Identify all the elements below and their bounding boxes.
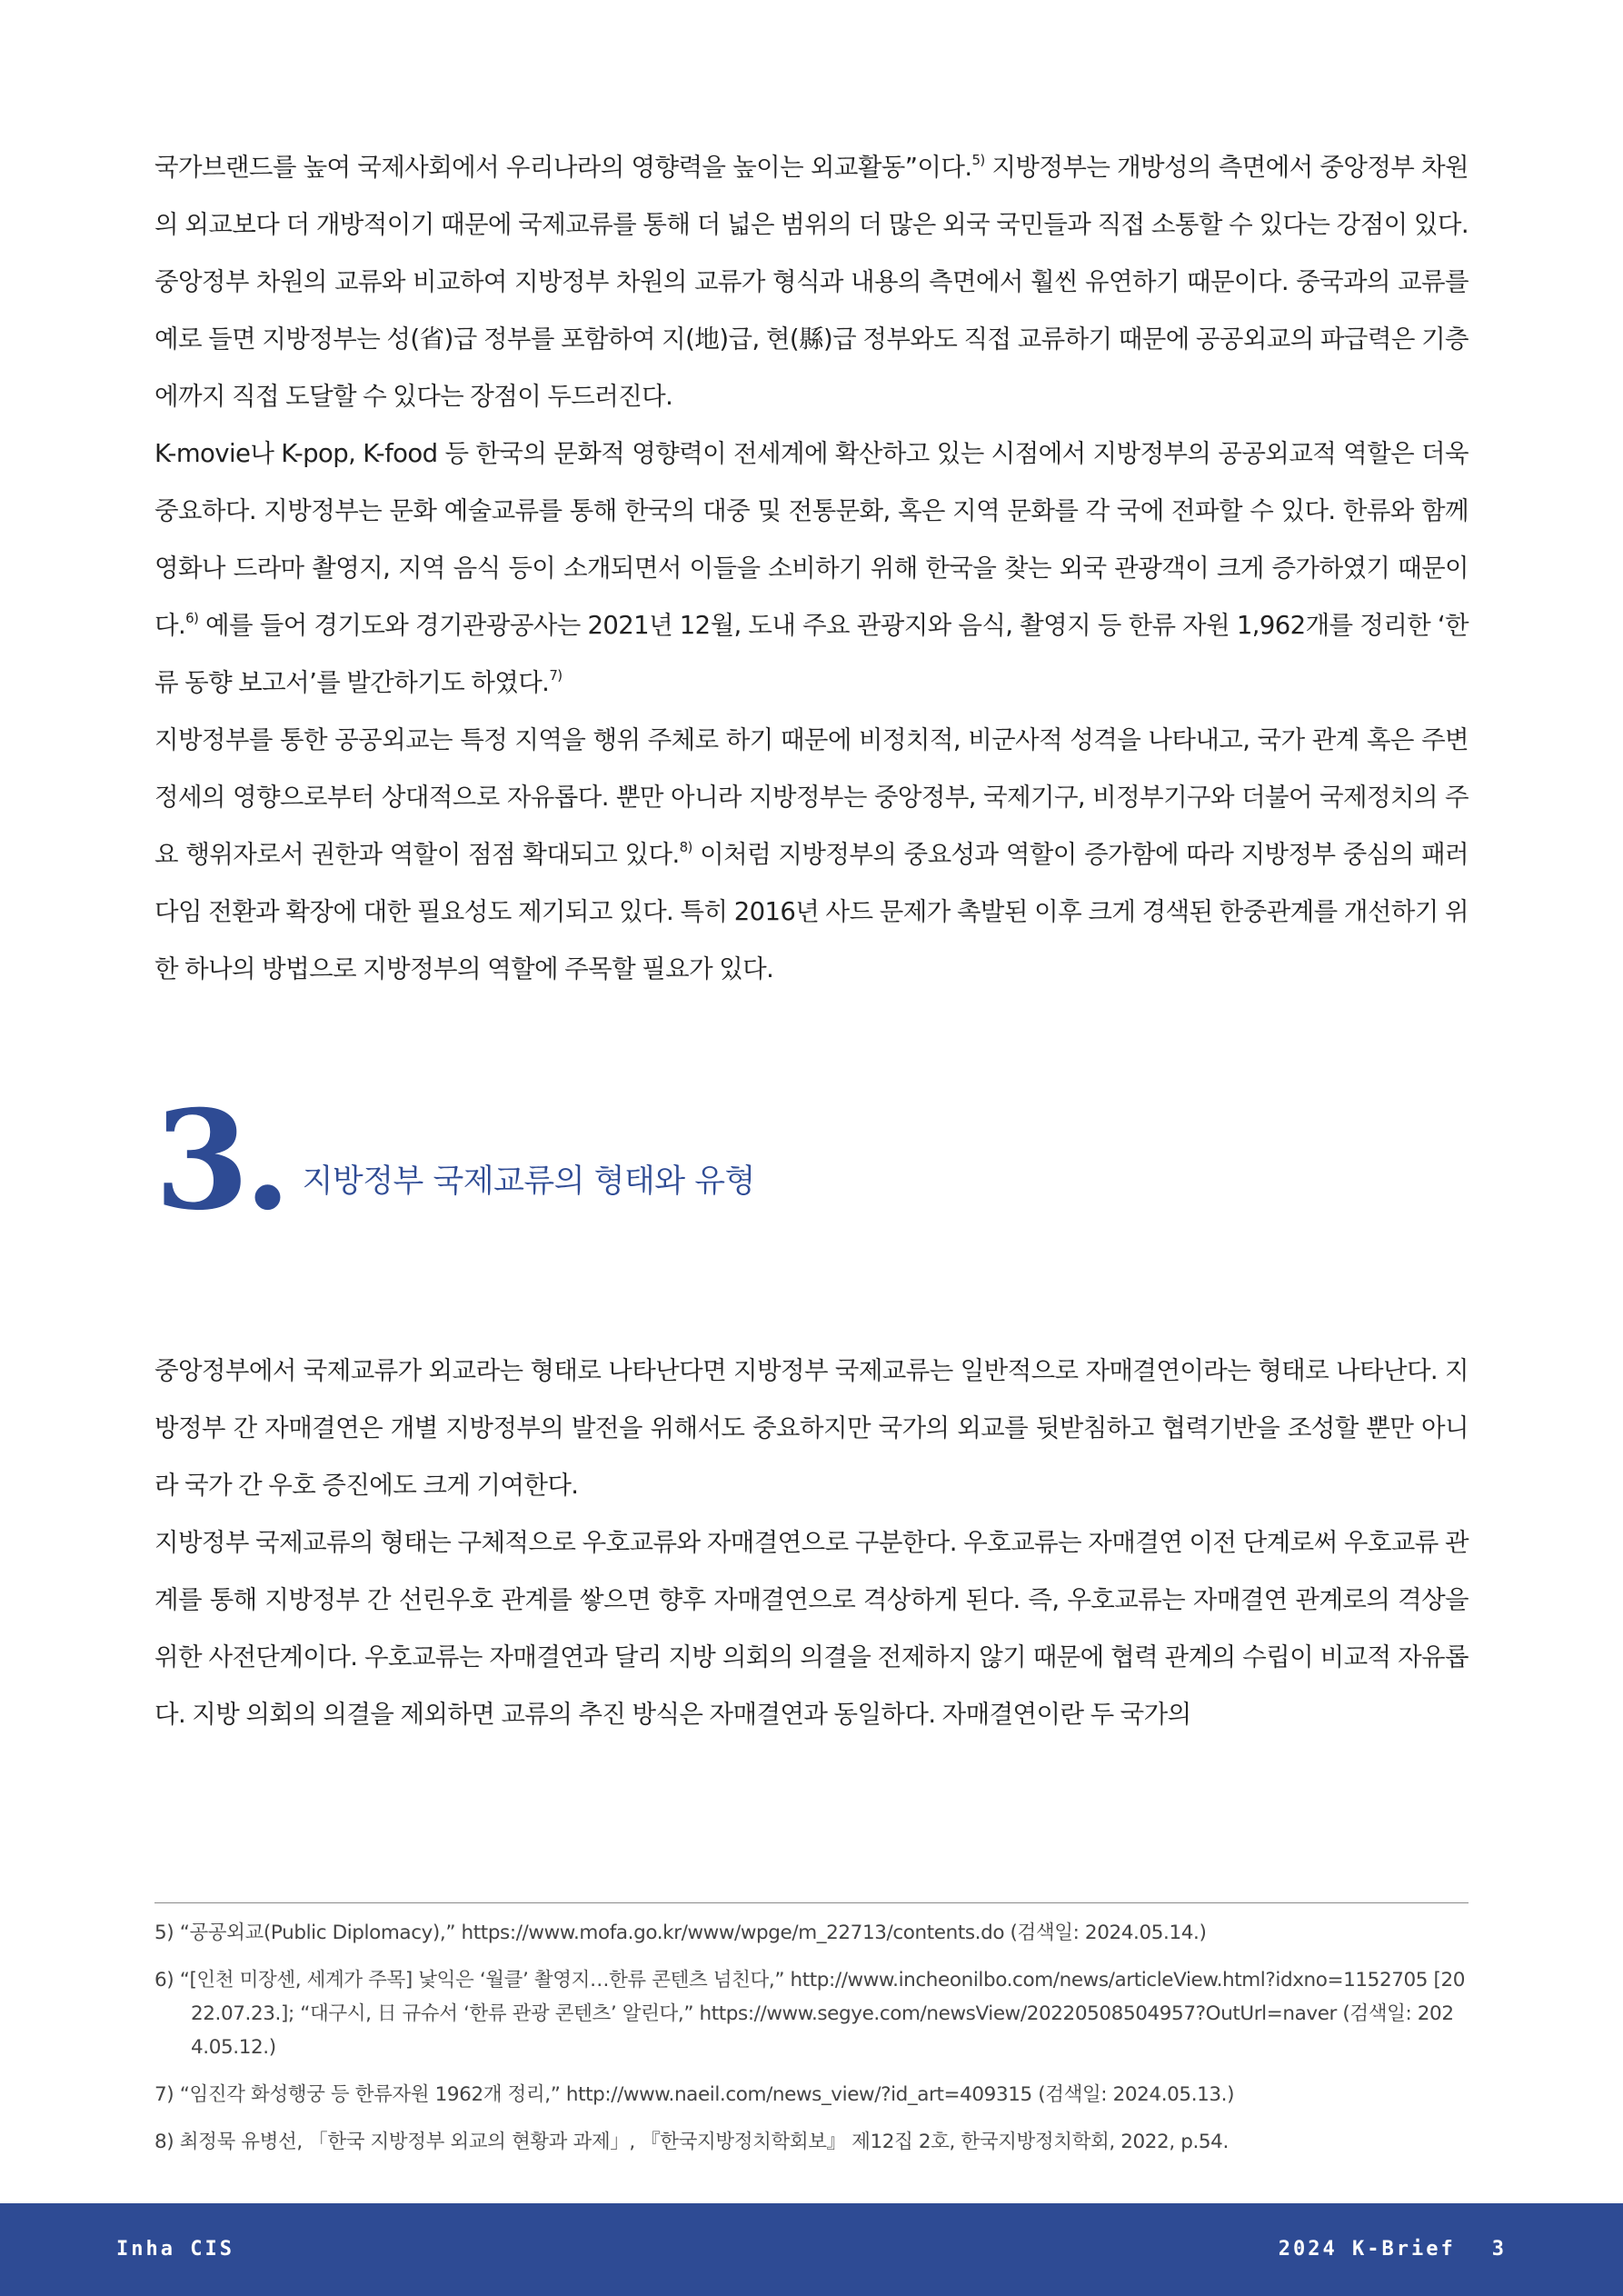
footnote-7: 7) “임진각 화성행궁 등 한류자원 1962개 정리,” http://www.naeil.com/news_view/?id_art=409315 (검색일: 2024.05.13.) bbox=[154, 2083, 1235, 2106]
paragraph-4: 중앙정부에서 국제교류가 외교라는 형태로 나타난다면 지방정부 국제교류는 일반적으로 자매결연이라는 형태로 나타난다. 지방정부 간 자매결연은 개별 지방정부의 발전을 위해서도 중요하지만 국가의 외교를 뒷받침하고 협력기반을 조성할 뿐만 아니라 국가 간 우호 증진에도 크게 기여한다. bbox=[154, 1356, 1469, 1500]
body-section-1 bbox=[154, 139, 1469, 998]
footnote-8: 8) 최정묵 유병선, 「한국 지방정부 외교의 현황과 과제」, 『한국지방정치학회보』 제12집 2호, 한국지방정치학회, 2022, p.54. bbox=[154, 2131, 1229, 2153]
footer-publisher: Inha CIS bbox=[116, 2238, 234, 2261]
paragraph-3: 지방정부를 통한 공공외교는 특정 지역을 행위 주체로 하기 때문에 비정치적, 비군사적 성격을 나타내고, 국가 관계 혹은 주변 정세의 영향으로부터 상대적으로 자유롭다. 뿐만 아니라 지방정부는 중앙정부, 국제기구, 비정부기구와 더불어 국제정치의 주요 행위자로서 권한과 역할이 점점 확대되고 있다.$^{8)}$ 이처럼 지방정부의 중요성과 역할이 증가함에 따라 지방정부 중심의 패러다임 전환과 확장에 대한 필요성도 제기되고 있다. 특히 2016년 사드 문제가 촉발된 이후 크게 경색된 한중관계를 개선하기 위한 하나의 방법으로 지방정부의 역할에 주목할 필요가 있다. bbox=[154, 725, 1469, 983]
footnote-ref-6[interactable]: 6) bbox=[185, 609, 199, 626]
footnote-ref-5[interactable]: 5) bbox=[971, 151, 985, 168]
paragraph-1: 국가브랜드를 높여 국제사회에서 우리나라의 영향력을 높이는 외교활동”이다.$^{5)}$ 지방정부는 개방성의 측면에서 중앙정부 차원의 외교보다 더 개방적이기 때문에 국제교류를 통해 더 넓은 범위의 더 많은 외국 국민들과 직접 소통할 수 있다는 강점이 있다. 중앙정부 차원의 교류와 비교하여 지방정부 차원의 교류가 형식과 내용의 측면에서 훨씬 유연하기 때문이다. 중국과의 교류를 예로 들면 지방정부는 성(省)급 정부를 포함하여 지(地)급, 현(縣)급 정부와도 직접 교류하기 때문에 공공외교의 파급력은 기층에까지 직접 도달할 수 있다는 장점이 두드러진다. bbox=[154, 151, 1469, 411]
section-number: 3. bbox=[154, 1081, 286, 1241]
body-section-3 bbox=[154, 1343, 1469, 1743]
paragraph-2: K-movie나 K-pop, K-food 등 한국의 문화적 영향력이 전세계에 확산하고 있는 시점에서 지방정부의 공공외교적 역할은 더욱 중요하다. 지방정부는 문화 예술교류를 통해 한국의 대중 및 전통문화, 혹은 지역 문화를 각 국에 전파할 수 있다. 한류와 함께 영화나 드라마 촬영지, 지역 음식 등이 소개되면서 이들을 소비하기 위해 한국을 찾는 외국 관광객이 크게 증가하였기 때문이다.$^{6)}$ 예를 들어 경기도와 경기관광공사는 2021년 12월, 도내 주요 관광지와 음식, 촬영지 등 한류 자원 1,962개를 정리한 ‘한류 동향 보고서’를 발간하기도 하였다.$^{7)}$ bbox=[154, 439, 1469, 697]
section-title: 지방정부 국제교류의 형태와 유형 bbox=[302, 1163, 755, 1200]
paragraph-5: 지방정부 국제교류의 형태는 구체적으로 우호교류와 자매결연으로 구분한다. 우호교류는 자매결연 이전 단계로써 우호교류 관계를 통해 지방정부 간 선린우호 관계를 쌓으면 향후 자매결연으로 격상하게 된다. 즉, 우호교류는 자매결연 관계로의 격상을 위한 사전단계이다. 우호교류는 자매결연과 달리 지방 의회의 의결을 전제하지 않기 때문에 협력 관계의 수립이 비교적 자유롭다. 지방 의회의 의결을 제외하면 교류의 추진 방식은 자매결연과 동일하다. 자매결연이란 두 국가의 bbox=[154, 1528, 1469, 1729]
footnote-ref-8[interactable]: 8) bbox=[679, 838, 692, 855]
footnotes bbox=[154, 1916, 1469, 2172]
footer-right bbox=[1279, 2238, 1507, 2261]
footer-bar bbox=[0, 2203, 1623, 2296]
footnote-ref-7[interactable]: 7) bbox=[549, 666, 563, 684]
page-number: 3 bbox=[1491, 2238, 1507, 2261]
section-heading bbox=[154, 1081, 755, 1241]
footer-series: 2024 K-Brief bbox=[1278, 2238, 1456, 2261]
footnote-6: 6) “[인천 미장센, 세계가 주목] 낯익은 ‘월클’ 촬영지…한류 콘텐츠 넘친다,” http://www.incheonilbo.com/news/articleView.html?idxno=1152705 [2022.07.23.]; “대구시, 日 규슈서 ‘한류 관광 콘텐츠’ 알린다,” https://www.segye.com/newsView/20220508504957?OutUrl=naver (검색일: 2024.05.12.) bbox=[154, 1969, 1466, 2059]
footnote-divider bbox=[154, 1902, 1469, 1903]
footnote-5: 5) “공공외교(Public Diplomacy),” https://www.mofa.go.kr/www/wpge/m_22713/contents.do (검색일: 2024.05.14.) bbox=[154, 1922, 1207, 1944]
